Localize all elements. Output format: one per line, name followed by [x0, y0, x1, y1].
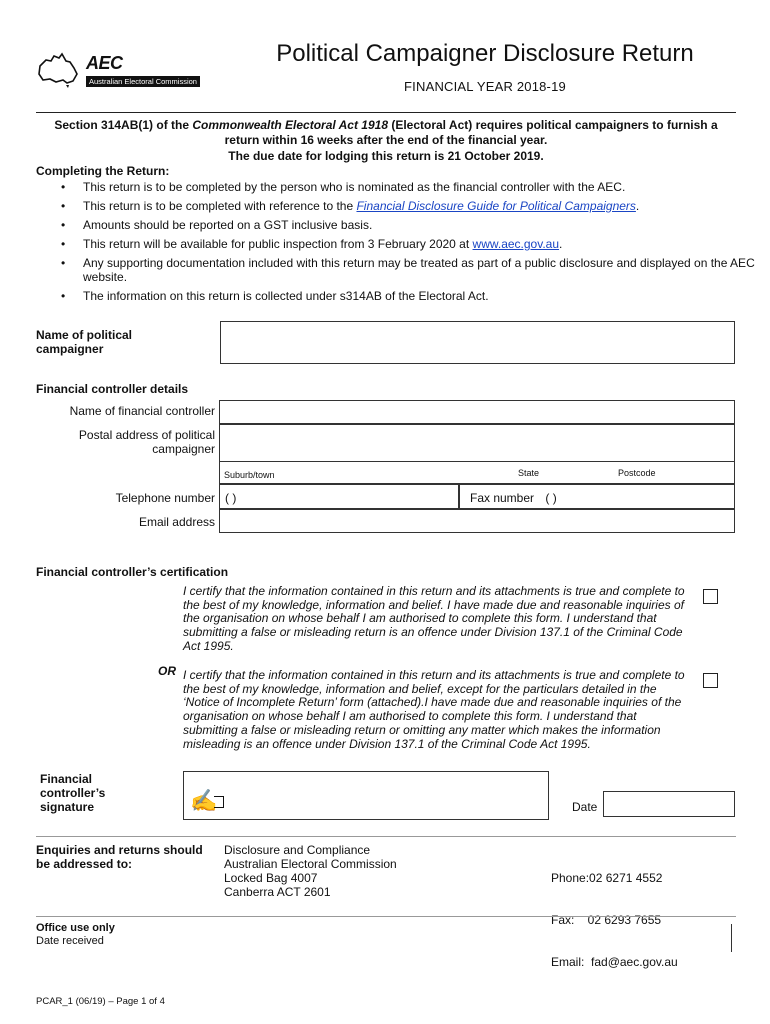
- list-item: • This return will be available for public inspection from 3 February 2020 at www.aec.gov.au.: [83, 237, 770, 251]
- controller-name-input[interactable]: [219, 400, 735, 424]
- due-date: The due date for lodging this return is 21 October 2019.: [228, 149, 544, 163]
- completing-heading: Completing the Return:: [36, 164, 170, 178]
- campaigner-name-label: Name of political campaigner: [36, 328, 133, 356]
- enquiries-contact: [551, 843, 678, 983]
- page-title: Political Campaigner Disclosure Return: [276, 40, 694, 67]
- state-label: State: [518, 468, 540, 478]
- contact-email: Email: fad@aec.gov.au: [551, 955, 678, 969]
- signature-box-icon: [214, 796, 224, 808]
- enquiries-label: Enquiries and returns should be addressed to:: [36, 843, 203, 871]
- aec-logo: [36, 50, 211, 95]
- email-input[interactable]: [219, 509, 735, 533]
- fax-label: Fax number: [470, 491, 535, 505]
- signature-label: Financial controller’s signature: [40, 772, 106, 814]
- postal-address-input[interactable]: [219, 424, 735, 484]
- date-received-label: Date received: [36, 935, 104, 947]
- list-item: • This return is to be completed with reference to the Financial Disclosure Guide for Political Campaigners.: [83, 199, 770, 213]
- suburb-label: Suburb/town: [224, 470, 275, 480]
- contact-phone: Phone:02 6271 4552: [551, 871, 663, 885]
- address-line: Canberra ACT 2601: [224, 885, 331, 899]
- address-line: Australian Electoral Commission: [224, 857, 397, 871]
- campaigner-name-input[interactable]: [220, 321, 735, 364]
- section-divider: [36, 916, 736, 917]
- certification-checkbox-1[interactable]: [703, 589, 718, 604]
- certification-statement-1: I certify that the information contained in this return and its attachments is true and complete to the best of my knowledge, information and belief. I have made due and reasonable inquiries of the organisation on whose behalf I am authorised to complete this form. I understand that submitting a false or misleading return is an offence under Division 137.1 of the Criminal Code Act 1995.: [183, 584, 685, 653]
- or-label: OR: [158, 664, 176, 678]
- date-label: Date: [572, 800, 598, 814]
- contact-fax: Fax: 02 6293 7655: [551, 913, 662, 927]
- logo-org-name: Australian Electoral Commission: [86, 76, 200, 87]
- email-label: Email address: [138, 515, 215, 529]
- aec-website-link[interactable]: www.aec.gov.au: [472, 237, 560, 251]
- guide-link[interactable]: Financial Disclosure Guide for Political Campaigners: [356, 199, 636, 213]
- intro-statement: [36, 118, 736, 148]
- instructions-list: [36, 180, 770, 308]
- certification-heading: Financial controller’s certification: [36, 565, 229, 579]
- financial-year: FINANCIAL YEAR 2018-19: [404, 79, 566, 94]
- page-footer: PCAR_1 (06/19) – Page 1 of 4: [36, 996, 165, 1007]
- signature-field[interactable]: [183, 771, 549, 820]
- list-item: • This return is to be completed by the person who is nominated as the financial controller with the AEC.: [83, 180, 770, 194]
- certification-statement-2: I certify that the information contained in this return and its attachments is true and complete to the best of my knowledge, information and belief, except for the particulars detailed in the ‘Notice of Incomplete Return’ form (attached).I have made due and reasonable inquiries of the organisation on whose behalf I am authorised to complete this form. I understand that submitting a false or misleading return or omitting any matter which makes the information misleading is an offence under Division 137.1 of the Criminal Code Act 1995.: [183, 668, 685, 751]
- telephone-input[interactable]: ( ): [219, 484, 459, 509]
- office-use-border: [731, 924, 732, 952]
- enquiries-address: [224, 843, 397, 899]
- list-item: • Any supporting documentation included with this return may be treated as part of a public disclosure and displayed on the AEC website.: [83, 256, 770, 284]
- fax-input[interactable]: [459, 484, 735, 509]
- controller-details-heading: Financial controller details: [36, 382, 189, 396]
- date-input[interactable]: [603, 791, 735, 817]
- telephone-label: Telephone number: [115, 491, 215, 505]
- postal-address-label: Postal address of political campaigner: [78, 428, 215, 456]
- list-item: • Amounts should be reported on a GST inclusive basis.: [83, 218, 770, 232]
- intro-text-2: (Electoral Act) requires political campaigners to furnish a return within 16 weeks after the end of the financial year.: [224, 118, 718, 147]
- controller-name-label: Name of financial controller: [69, 404, 215, 418]
- postcode-label: Postcode: [618, 468, 656, 478]
- address-divider: [220, 461, 734, 462]
- office-use-heading: Office use only: [36, 922, 115, 934]
- list-item: • The information on this return is collected under s314AB of the Electoral Act.: [83, 289, 770, 303]
- address-line: Disclosure and Compliance: [224, 843, 371, 857]
- logo-abbreviation: AEC: [86, 53, 123, 73]
- office-use-block: [36, 922, 115, 948]
- signature-pen-icon: ✍: [190, 788, 218, 813]
- fax-value: ( ): [545, 491, 557, 505]
- australia-map-icon: [36, 52, 80, 90]
- section-divider: [36, 836, 736, 837]
- header-divider: [36, 112, 736, 113]
- intro-act-name: Commonwealth Electoral Act 1918: [192, 118, 388, 132]
- address-line: Locked Bag 4007: [224, 871, 318, 885]
- intro-text-1: Section 314AB(1) of the: [54, 118, 193, 132]
- certification-checkbox-2[interactable]: [703, 673, 718, 688]
